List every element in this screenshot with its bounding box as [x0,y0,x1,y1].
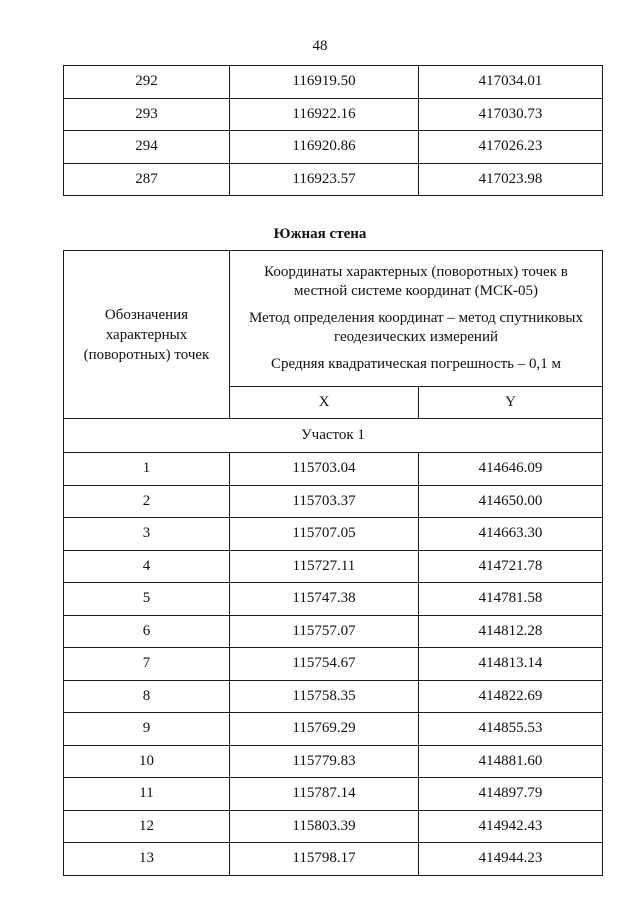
x-coordinate-cell: 115779.83 [230,745,419,778]
x-coordinate-cell: 115758.35 [230,680,419,713]
y-coordinate-cell: 414942.43 [419,810,603,843]
section-label: Участок 1 [64,419,603,453]
x-coordinate-cell: 115703.37 [230,485,419,518]
table-row [64,66,603,99]
table-row [64,680,603,713]
y-coordinate-cell: 414855.53 [419,713,603,746]
point-number-cell: 292 [64,66,230,99]
point-number-cell: 7 [64,648,230,681]
table-row [64,648,603,681]
y-coordinate-cell: 414646.09 [419,453,603,486]
table-row [64,485,603,518]
x-coordinate-cell: 115769.29 [230,713,419,746]
y-coordinate-cell: 414944.23 [419,843,603,876]
x-coordinate-cell: 115803.39 [230,810,419,843]
x-coordinate-cell: 115727.11 [230,550,419,583]
x-coordinate-cell: 115707.05 [230,518,419,551]
point-number-cell: 4 [64,550,230,583]
table-row [64,163,603,196]
point-number-cell: 5 [64,583,230,616]
section-row [64,419,603,453]
x-coordinate-cell: 115747.38 [230,583,419,616]
y-column-header: Y [419,387,603,419]
table-row [64,131,603,164]
point-number-cell: 6 [64,615,230,648]
point-number-cell: 287 [64,163,230,196]
y-coordinate-cell: 414822.69 [419,680,603,713]
table-row [64,615,603,648]
point-number-cell: 294 [64,131,230,164]
coordinates-title: Координаты характерных (поворотных) точек в местной системе координат (МСК-05) [264,264,568,299]
point-number-cell: 10 [64,745,230,778]
coordinates-table-body [64,66,603,196]
point-number-cell: 8 [64,680,230,713]
coordinates-header [230,251,603,387]
table-row [64,98,603,131]
x-coordinate-cell: 116923.57 [230,163,419,196]
y-coordinate-cell: 414721.78 [419,550,603,583]
method-note: Метод определения координат – метод спутниковых геодезических измерений [249,310,584,345]
y-coordinate-cell: 417030.73 [419,98,603,131]
y-coordinate-cell: 414781.58 [419,583,603,616]
point-number-cell: 293 [64,98,230,131]
y-coordinate-cell: 414650.00 [419,485,603,518]
x-coordinate-cell: 115787.14 [230,778,419,811]
table-row [64,810,603,843]
y-coordinate-cell: 414881.60 [419,745,603,778]
points-label-header: Обозначения характерных (поворотных) точек [64,251,230,419]
table-row [64,778,603,811]
table-row [64,745,603,778]
x-coordinate-cell: 116920.86 [230,131,419,164]
y-coordinate-cell: 417034.01 [419,66,603,99]
table-header [64,251,603,419]
table-row [64,518,603,551]
section-title: Южная стена [273,226,367,242]
coordinates-table-body [64,419,603,876]
point-number-cell: 3 [64,518,230,551]
point-number-cell: 9 [64,713,230,746]
x-column-header: X [230,387,419,419]
y-coordinate-cell: 414813.14 [419,648,603,681]
y-coordinate-cell: 414663.30 [419,518,603,551]
x-coordinate-cell: 115754.67 [230,648,419,681]
x-coordinate-cell: 115798.17 [230,843,419,876]
x-coordinate-cell: 116919.50 [230,66,419,99]
x-coordinate-cell: 115703.04 [230,453,419,486]
point-number-cell: 2 [64,485,230,518]
table-row [64,713,603,746]
y-coordinate-cell: 417023.98 [419,163,603,196]
coordinates-table-south-wall [63,250,603,876]
y-coordinate-cell: 414897.79 [419,778,603,811]
table-row [64,843,603,876]
point-number-cell: 12 [64,810,230,843]
point-number-cell: 13 [64,843,230,876]
y-coordinate-cell: 417026.23 [419,131,603,164]
table-row [64,550,603,583]
x-coordinate-cell: 116922.16 [230,98,419,131]
table-row [64,583,603,616]
x-coordinate-cell: 115757.07 [230,615,419,648]
y-coordinate-cell: 414812.28 [419,615,603,648]
coordinates-table-continued [63,65,603,196]
point-number-cell: 1 [64,453,230,486]
table-row [64,453,603,486]
point-number-cell: 11 [64,778,230,811]
error-note: Средняя квадратическая погрешность – 0,1 м [271,356,561,372]
page-number: 48 [312,38,328,54]
